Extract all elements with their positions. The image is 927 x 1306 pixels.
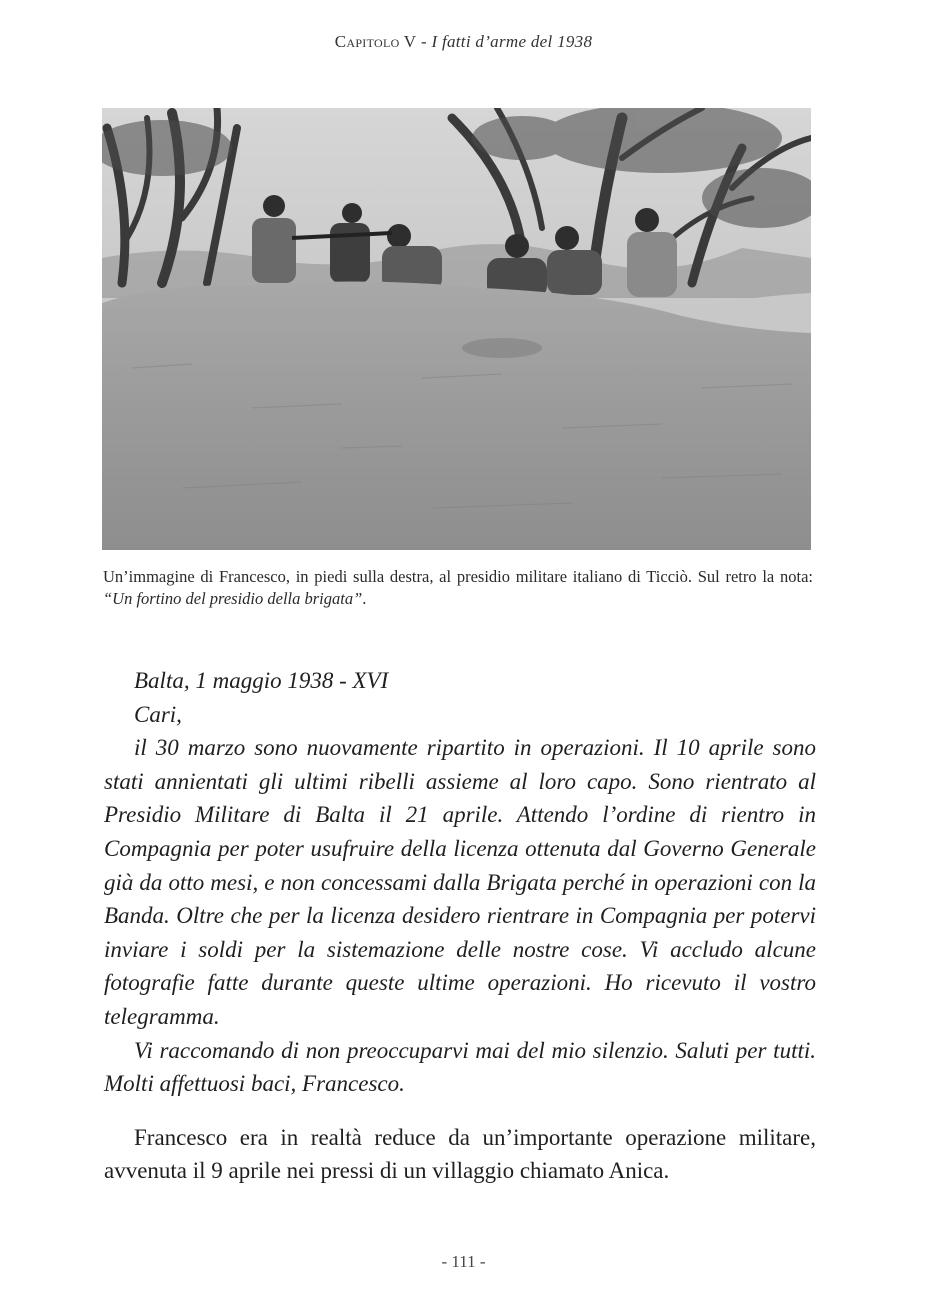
chapter-title: I fatti d’arme del 1938 [431, 32, 593, 51]
caption-end: . [362, 589, 367, 608]
caption-quote: “Un fortino del presidio della brigata” [103, 589, 363, 608]
historical-photo-image [102, 108, 811, 550]
historical-photo [102, 108, 811, 550]
body-paragraph: Francesco era in realtà reduce da un’importante operazione militare, avvenuta il 9 aprile nei pressi di un villaggio chiamato Anica. [104, 1125, 816, 1183]
page-number: - 111 - [441, 1252, 486, 1271]
running-header [0, 32, 927, 52]
letter-dateline: Balta, 1 maggio 1938 - XVI [134, 668, 389, 693]
caption-text: Un’immagine di Francesco, in piedi sulla destra, al presidio militare italiano di Ticciò. Sul retro la nota: [103, 567, 813, 586]
chapter-label: Capitolo V [334, 32, 417, 51]
letter-block [104, 664, 816, 1101]
header-separator: - [416, 32, 432, 51]
letter-salutation: Cari, [134, 701, 182, 727]
letter-paragraph-1: il 30 marzo sono nuovamente ripartito in operazioni. Il 10 aprile sono stati annientati gli ultimi ribelli assieme al loro capo. Sono rientrato al Presidio Militare di Balta il 21 aprile. Attendo l’ordine di rientro in Compagnia per poter usufruire della licenza ottenuta dal Governo Generale già da otto mesi, e non concessami dalla Brigata perché in operazioni con la Banda. Oltre che per la licenza desidero rientrare in Compagnia per potervi inviare i soldi per la sistemazione delle nostre cose. Vi accludo alcune fotografie fatte durante queste ultime operazioni. Ho ricevuto il vostro telegramma. [104, 735, 816, 1029]
letter-paragraph-2: Vi raccomando di non preoccuparvi mai del mio silenzio. Saluti per tutti. Molti affettuosi baci, Francesco. [104, 1037, 816, 1097]
photo-caption [103, 566, 813, 610]
body-text [104, 1121, 816, 1187]
